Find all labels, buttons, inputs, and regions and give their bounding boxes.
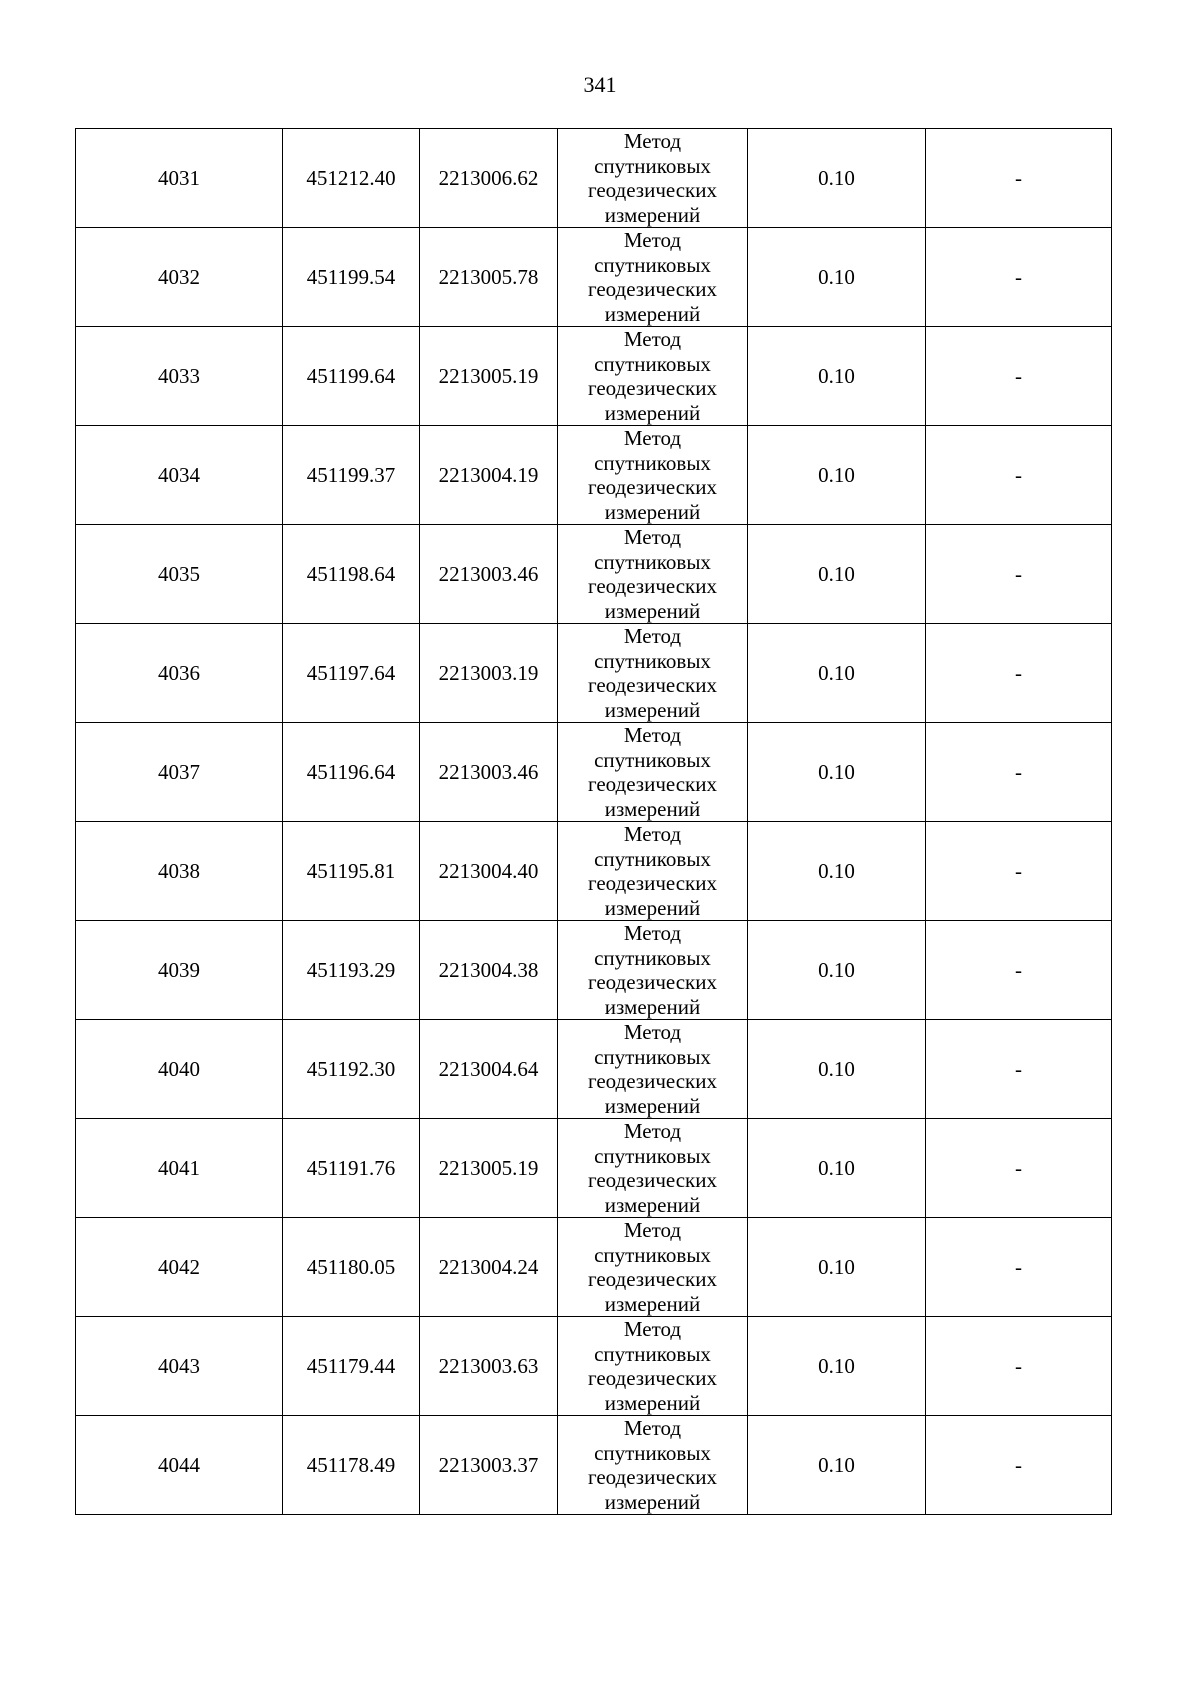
method-line: измерений — [604, 895, 701, 920]
point-number-cell: 4043 — [76, 1317, 283, 1416]
table-row — [76, 525, 1112, 624]
point-number-cell: 4032 — [76, 228, 283, 327]
table-row — [76, 1317, 1112, 1416]
note-cell: - — [926, 723, 1112, 822]
method-cell — [558, 1020, 748, 1119]
method-line: геодезических — [587, 871, 717, 895]
point-number-cell: 4044 — [76, 1416, 283, 1515]
accuracy-cell: 0.10 — [748, 129, 926, 228]
note-cell: - — [926, 1416, 1112, 1515]
y-coordinate-cell: 2213003.46 — [420, 525, 558, 624]
y-coordinate-cell: 2213005.19 — [420, 1119, 558, 1218]
method-line: спутниковых — [594, 1440, 711, 1465]
table-row — [76, 1119, 1112, 1218]
method-line: измерений — [604, 697, 701, 722]
method-line: спутниковых — [594, 648, 711, 673]
point-number-cell: 4035 — [76, 525, 283, 624]
table-body — [76, 129, 1112, 1515]
method-line: измерений — [604, 994, 701, 1019]
table-row — [76, 129, 1112, 228]
table-row — [76, 228, 1112, 327]
note-cell: - — [926, 1317, 1112, 1416]
y-coordinate-cell: 2213003.46 — [420, 723, 558, 822]
y-coordinate-cell: 2213006.62 — [420, 129, 558, 228]
table-row — [76, 1218, 1112, 1317]
x-coordinate-cell: 451193.29 — [283, 921, 420, 1020]
accuracy-cell: 0.10 — [748, 1416, 926, 1515]
accuracy-cell: 0.10 — [748, 228, 926, 327]
coordinates-table — [75, 128, 1112, 1515]
method-line: геодезических — [587, 673, 717, 697]
method-line: Метод — [623, 1020, 682, 1044]
accuracy-cell: 0.10 — [748, 921, 926, 1020]
method-line: Метод — [623, 624, 682, 648]
method-line: спутниковых — [594, 450, 711, 475]
table-row — [76, 822, 1112, 921]
method-line: спутниковых — [594, 1044, 711, 1069]
x-coordinate-cell: 451197.64 — [283, 624, 420, 723]
note-cell: - — [926, 426, 1112, 525]
note-cell: - — [926, 921, 1112, 1020]
accuracy-cell: 0.10 — [748, 1119, 926, 1218]
method-line: геодезических — [587, 574, 717, 598]
y-coordinate-cell: 2213004.64 — [420, 1020, 558, 1119]
point-number-cell: 4034 — [76, 426, 283, 525]
table-row — [76, 1020, 1112, 1119]
note-cell: - — [926, 228, 1112, 327]
method-line: спутниковых — [594, 1341, 711, 1366]
note-cell: - — [926, 822, 1112, 921]
y-coordinate-cell: 2213005.19 — [420, 327, 558, 426]
accuracy-cell: 0.10 — [748, 822, 926, 921]
method-line: Метод — [623, 525, 682, 549]
table-row — [76, 723, 1112, 822]
method-line: Метод — [623, 1218, 682, 1242]
note-cell: - — [926, 624, 1112, 723]
method-line: геодезических — [587, 277, 717, 301]
method-line: измерений — [604, 1489, 701, 1514]
method-cell — [558, 129, 748, 228]
method-line: спутниковых — [594, 351, 711, 376]
method-cell — [558, 525, 748, 624]
method-cell — [558, 624, 748, 723]
accuracy-cell: 0.10 — [748, 1218, 926, 1317]
method-cell — [558, 921, 748, 1020]
method-line: Метод — [623, 1416, 682, 1440]
x-coordinate-cell: 451192.30 — [283, 1020, 420, 1119]
accuracy-cell: 0.10 — [748, 426, 926, 525]
method-line: измерений — [604, 796, 701, 821]
y-coordinate-cell: 2213004.40 — [420, 822, 558, 921]
method-line: спутниковых — [594, 1143, 711, 1168]
method-line: геодезических — [587, 1168, 717, 1192]
method-cell — [558, 1317, 748, 1416]
point-number-cell: 4038 — [76, 822, 283, 921]
method-line: спутниковых — [594, 252, 711, 277]
method-cell — [558, 723, 748, 822]
point-number-cell: 4041 — [76, 1119, 283, 1218]
table-row — [76, 921, 1112, 1020]
note-cell: - — [926, 1020, 1112, 1119]
point-number-cell: 4039 — [76, 921, 283, 1020]
x-coordinate-cell: 451199.54 — [283, 228, 420, 327]
method-line: Метод — [623, 426, 682, 450]
method-line: геодезических — [587, 475, 717, 499]
y-coordinate-cell: 2213004.38 — [420, 921, 558, 1020]
point-number-cell: 4040 — [76, 1020, 283, 1119]
y-coordinate-cell: 2213003.37 — [420, 1416, 558, 1515]
method-line: измерений — [604, 301, 701, 326]
point-number-cell: 4031 — [76, 129, 283, 228]
x-coordinate-cell: 451180.05 — [283, 1218, 420, 1317]
method-line: геодезических — [587, 1366, 717, 1390]
method-line: измерений — [604, 1291, 701, 1316]
method-line: спутниковых — [594, 1242, 711, 1267]
method-line: спутниковых — [594, 153, 711, 178]
point-number-cell: 4037 — [76, 723, 283, 822]
method-line: Метод — [623, 921, 682, 945]
method-line: спутниковых — [594, 747, 711, 772]
method-line: спутниковых — [594, 846, 711, 871]
method-cell — [558, 822, 748, 921]
method-line: Метод — [623, 129, 682, 153]
accuracy-cell: 0.10 — [748, 1317, 926, 1416]
method-line: измерений — [604, 202, 701, 227]
y-coordinate-cell: 2213004.24 — [420, 1218, 558, 1317]
method-line: геодезических — [587, 178, 717, 202]
accuracy-cell: 0.10 — [748, 525, 926, 624]
method-line: измерений — [604, 1390, 701, 1415]
x-coordinate-cell: 451178.49 — [283, 1416, 420, 1515]
x-coordinate-cell: 451199.37 — [283, 426, 420, 525]
method-cell — [558, 228, 748, 327]
method-line: геодезических — [587, 1465, 717, 1489]
method-line: измерений — [604, 400, 701, 425]
method-line: геодезических — [587, 970, 717, 994]
note-cell: - — [926, 1218, 1112, 1317]
method-line: Метод — [623, 822, 682, 846]
method-line: измерений — [604, 1093, 701, 1118]
method-cell — [558, 327, 748, 426]
x-coordinate-cell: 451198.64 — [283, 525, 420, 624]
method-line: Метод — [623, 327, 682, 351]
x-coordinate-cell: 451195.81 — [283, 822, 420, 921]
method-cell — [558, 1119, 748, 1218]
accuracy-cell: 0.10 — [748, 723, 926, 822]
y-coordinate-cell: 2213004.19 — [420, 426, 558, 525]
y-coordinate-cell: 2213003.19 — [420, 624, 558, 723]
x-coordinate-cell: 451196.64 — [283, 723, 420, 822]
accuracy-cell: 0.10 — [748, 1020, 926, 1119]
note-cell: - — [926, 525, 1112, 624]
x-coordinate-cell: 451199.64 — [283, 327, 420, 426]
accuracy-cell: 0.10 — [748, 624, 926, 723]
note-cell: - — [926, 327, 1112, 426]
y-coordinate-cell: 2213005.78 — [420, 228, 558, 327]
y-coordinate-cell: 2213003.63 — [420, 1317, 558, 1416]
table-row — [76, 426, 1112, 525]
method-line: измерений — [604, 1192, 701, 1217]
page-number: 341 — [583, 72, 617, 97]
note-cell: - — [926, 1119, 1112, 1218]
x-coordinate-cell: 451191.76 — [283, 1119, 420, 1218]
x-coordinate-cell: 451179.44 — [283, 1317, 420, 1416]
method-line: спутниковых — [594, 945, 711, 970]
point-number-cell: 4042 — [76, 1218, 283, 1317]
method-line: измерений — [604, 598, 701, 623]
method-line: Метод — [623, 1317, 682, 1341]
table-row — [76, 624, 1112, 723]
method-line: Метод — [623, 723, 682, 747]
table-row — [76, 1416, 1112, 1515]
point-number-cell: 4036 — [76, 624, 283, 723]
method-line: измерений — [604, 499, 701, 524]
method-line: геодезических — [587, 376, 717, 400]
method-cell — [558, 1218, 748, 1317]
table-row — [76, 327, 1112, 426]
accuracy-cell: 0.10 — [748, 327, 926, 426]
method-line: Метод — [623, 1119, 682, 1143]
method-cell — [558, 1416, 748, 1515]
method-line: спутниковых — [594, 549, 711, 574]
method-line: геодезических — [587, 772, 717, 796]
note-cell: - — [926, 129, 1112, 228]
method-line: Метод — [623, 228, 682, 252]
x-coordinate-cell: 451212.40 — [283, 129, 420, 228]
point-number-cell: 4033 — [76, 327, 283, 426]
method-line: геодезических — [587, 1267, 717, 1291]
method-line: геодезических — [587, 1069, 717, 1093]
method-cell — [558, 426, 748, 525]
